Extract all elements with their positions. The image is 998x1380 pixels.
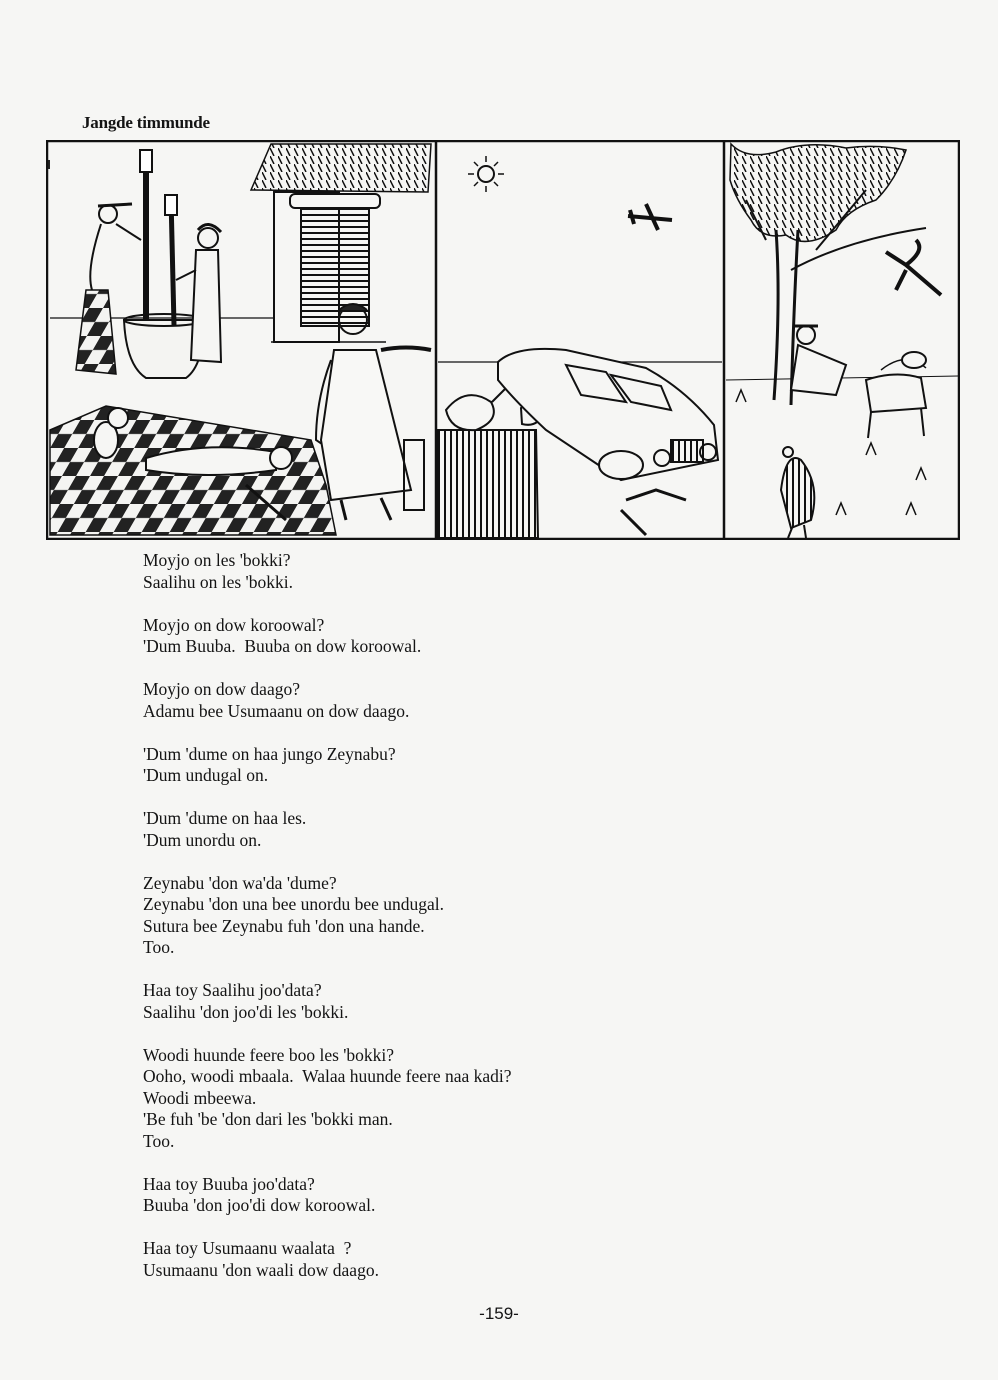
qa-block-7 bbox=[143, 980, 903, 1023]
qa-block-5 bbox=[143, 808, 903, 851]
answer-line: Adamu bee Usumaanu on dow daago. bbox=[143, 700, 410, 721]
qa-block-8 bbox=[143, 1045, 903, 1153]
road-scene-panel bbox=[438, 156, 722, 538]
statement-line: 'Dum 'dume on haa les. bbox=[143, 808, 307, 828]
section-title: Jangde timmunde bbox=[82, 113, 210, 132]
qa-block-6 bbox=[143, 873, 903, 959]
question-line: Zeynabu 'don wa'da 'dume? bbox=[143, 872, 337, 893]
statement-line: 'Dum unordu on. bbox=[143, 829, 262, 850]
answer-line: Woodi mbeewa. bbox=[143, 1087, 257, 1108]
qa-block-10 bbox=[143, 1238, 903, 1281]
answer-line: Saalihu on les 'bokki. bbox=[143, 571, 293, 592]
question-line: Moyjo on dow daago? bbox=[143, 679, 300, 699]
illustration-strip bbox=[46, 140, 960, 540]
dialogue-text bbox=[143, 550, 903, 1303]
question-line: 'Dum 'dume on haa jungo Zeynabu? bbox=[143, 743, 396, 764]
answer-line: Sutura bee Zeynabu fuh 'don una hande. bbox=[143, 915, 425, 936]
answer-line: 'Dum undugal on. bbox=[143, 765, 269, 785]
answer-line: 'Be fuh 'be 'don dari les 'bokki man. bbox=[143, 1109, 393, 1129]
question-line: Moyjo on dow koroowal? bbox=[143, 614, 325, 635]
answer-line: Zeynabu 'don una bee unordu bee undugal. bbox=[143, 894, 445, 914]
question-line: Haa toy Buuba joo'data? bbox=[143, 1173, 315, 1194]
qa-block-3 bbox=[143, 679, 903, 722]
qa-block-1 bbox=[143, 550, 903, 593]
answer-line: Too. bbox=[143, 937, 175, 957]
page-number: -159- bbox=[479, 1304, 519, 1323]
field-scene-panel bbox=[726, 144, 958, 538]
qa-block-2 bbox=[143, 615, 903, 658]
question-line: Haa toy Usumaanu waalata ? bbox=[143, 1238, 352, 1258]
question-line: Haa toy Saalihu joo'data? bbox=[143, 980, 322, 1000]
answer-line: Too. bbox=[143, 1130, 175, 1151]
qa-block-9 bbox=[143, 1174, 903, 1217]
answer-line: Usumaanu 'don waali dow daago. bbox=[143, 1259, 379, 1280]
qa-block-4 bbox=[143, 744, 903, 787]
village-scene-panel bbox=[50, 144, 431, 535]
answer-line: Saalihu 'don joo'di les 'bokki. bbox=[143, 1001, 349, 1022]
answer-line: 'Dum Buuba. Buuba on dow koroowal. bbox=[143, 636, 422, 656]
question-line: Woodi huunde feere boo les 'bokki? bbox=[143, 1044, 395, 1065]
answer-line: Buuba 'don joo'di dow koroowal. bbox=[143, 1195, 376, 1215]
answer-line: Ooho, woodi mbaala. Walaa huunde feere naa kadi? bbox=[143, 1066, 512, 1086]
question-line: Moyjo on les 'bokki? bbox=[143, 550, 291, 570]
